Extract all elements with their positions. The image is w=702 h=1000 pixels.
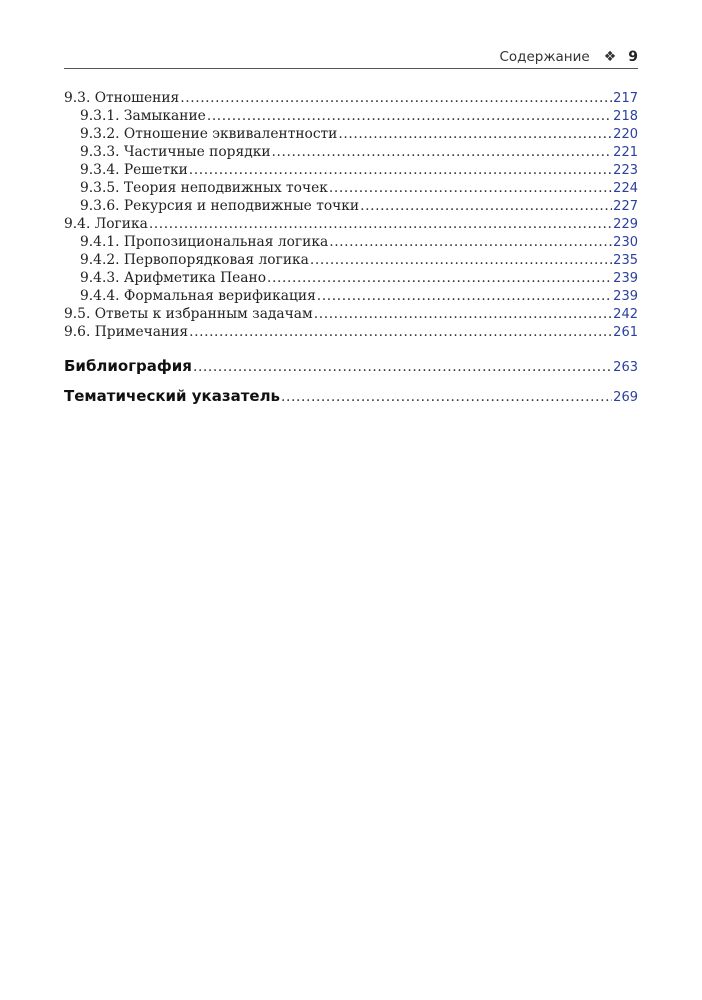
toc-entry[interactable] xyxy=(64,125,638,143)
dot-leader xyxy=(329,233,612,251)
toc-entry-page[interactable]: 261 xyxy=(613,325,638,340)
toc-entry-label: 9.4.1. Пропозициональная логика xyxy=(80,234,329,250)
table-of-contents xyxy=(64,89,638,341)
toc-entry[interactable] xyxy=(64,269,638,287)
toc-entry-label: 9.3.5. Теория неподвижных точек xyxy=(80,180,328,196)
dot-leader xyxy=(189,323,612,341)
toc-entry-page[interactable]: 221 xyxy=(613,145,638,160)
toc-entry[interactable] xyxy=(64,161,638,179)
toc-chapter-page[interactable]: 269 xyxy=(613,390,638,405)
toc-entry-page[interactable]: 230 xyxy=(613,235,638,250)
toc-entry-label: 9.3. Отношения xyxy=(64,90,180,106)
dot-leader xyxy=(189,161,612,179)
toc-entry-page[interactable]: 224 xyxy=(613,181,638,196)
toc-entry[interactable] xyxy=(64,143,638,161)
dot-leader xyxy=(310,251,612,269)
toc-entry-label: 9.5. Ответы к избранным задачам xyxy=(64,306,313,322)
toc-entry[interactable] xyxy=(64,323,638,341)
toc-entry-label: 9.4.2. Первопорядковая логика xyxy=(80,252,309,268)
toc-entry[interactable] xyxy=(64,179,638,197)
toc-entry-page[interactable]: 223 xyxy=(613,163,638,178)
toc-entry[interactable] xyxy=(64,197,638,215)
dot-leader xyxy=(193,357,612,377)
toc-entry-page[interactable]: 235 xyxy=(613,253,638,268)
toc-entry-label: 9.3.6. Рекурсия и неподвижные точки xyxy=(80,198,360,214)
toc-entry-page[interactable]: 239 xyxy=(613,289,638,304)
toc-entry-page[interactable]: 229 xyxy=(613,217,638,232)
toc-entry-page[interactable]: 242 xyxy=(613,307,638,322)
toc-entry[interactable] xyxy=(64,89,638,107)
toc-entry[interactable] xyxy=(64,107,638,125)
toc-entry-page[interactable]: 217 xyxy=(613,91,638,106)
toc-entry-label: 9.3.1. Замыкание xyxy=(80,108,206,124)
toc-entry-label: 9.4.4. Формальная верификация xyxy=(80,288,316,304)
toc-chapter-label: Тематический указатель xyxy=(64,387,281,405)
toc-entry[interactable] xyxy=(64,251,638,269)
toc-entry-label: 9.4. Логика xyxy=(64,216,148,232)
toc-chapter-subject-index[interactable] xyxy=(64,386,638,406)
dot-leader xyxy=(329,179,612,197)
dot-leader xyxy=(149,215,612,233)
toc-entry[interactable] xyxy=(64,215,638,233)
dot-leader xyxy=(314,305,612,323)
dot-leader xyxy=(267,269,612,287)
toc-chapter-page[interactable]: 263 xyxy=(613,360,638,375)
dot-leader xyxy=(272,143,613,161)
toc-entry[interactable] xyxy=(64,233,638,251)
toc-entry-label: 9.3.4. Решетки xyxy=(80,162,188,178)
toc-chapter-label: Библиография xyxy=(64,357,192,375)
dot-leader xyxy=(180,89,612,107)
toc-entry-label: 9.6. Примечания xyxy=(64,324,189,340)
toc-entry-page[interactable]: 239 xyxy=(613,271,638,286)
dot-leader xyxy=(360,197,612,215)
toc-entry-label: 9.3.3. Частичные порядки xyxy=(80,144,271,160)
toc-entry[interactable] xyxy=(64,305,638,323)
diamond-ornament-icon: ❖ xyxy=(603,49,617,65)
dot-leader xyxy=(338,125,612,143)
header-title: Содержание xyxy=(499,49,590,65)
toc-entry-page[interactable]: 220 xyxy=(613,127,638,142)
toc-chapter-bibliography[interactable] xyxy=(64,356,638,376)
toc-entry-page[interactable]: 218 xyxy=(613,109,638,124)
dot-leader xyxy=(281,387,612,407)
dot-leader xyxy=(317,287,612,305)
dot-leader xyxy=(207,107,612,125)
toc-entry-label: 9.4.3. Арифметика Пеано xyxy=(80,270,267,286)
toc-entry-page[interactable]: 227 xyxy=(613,199,638,214)
running-header xyxy=(64,46,638,69)
header-page-number: 9 xyxy=(628,49,638,65)
toc-entry-label: 9.3.2. Отношение эквивалентности xyxy=(80,126,338,142)
toc-entry[interactable] xyxy=(64,287,638,305)
